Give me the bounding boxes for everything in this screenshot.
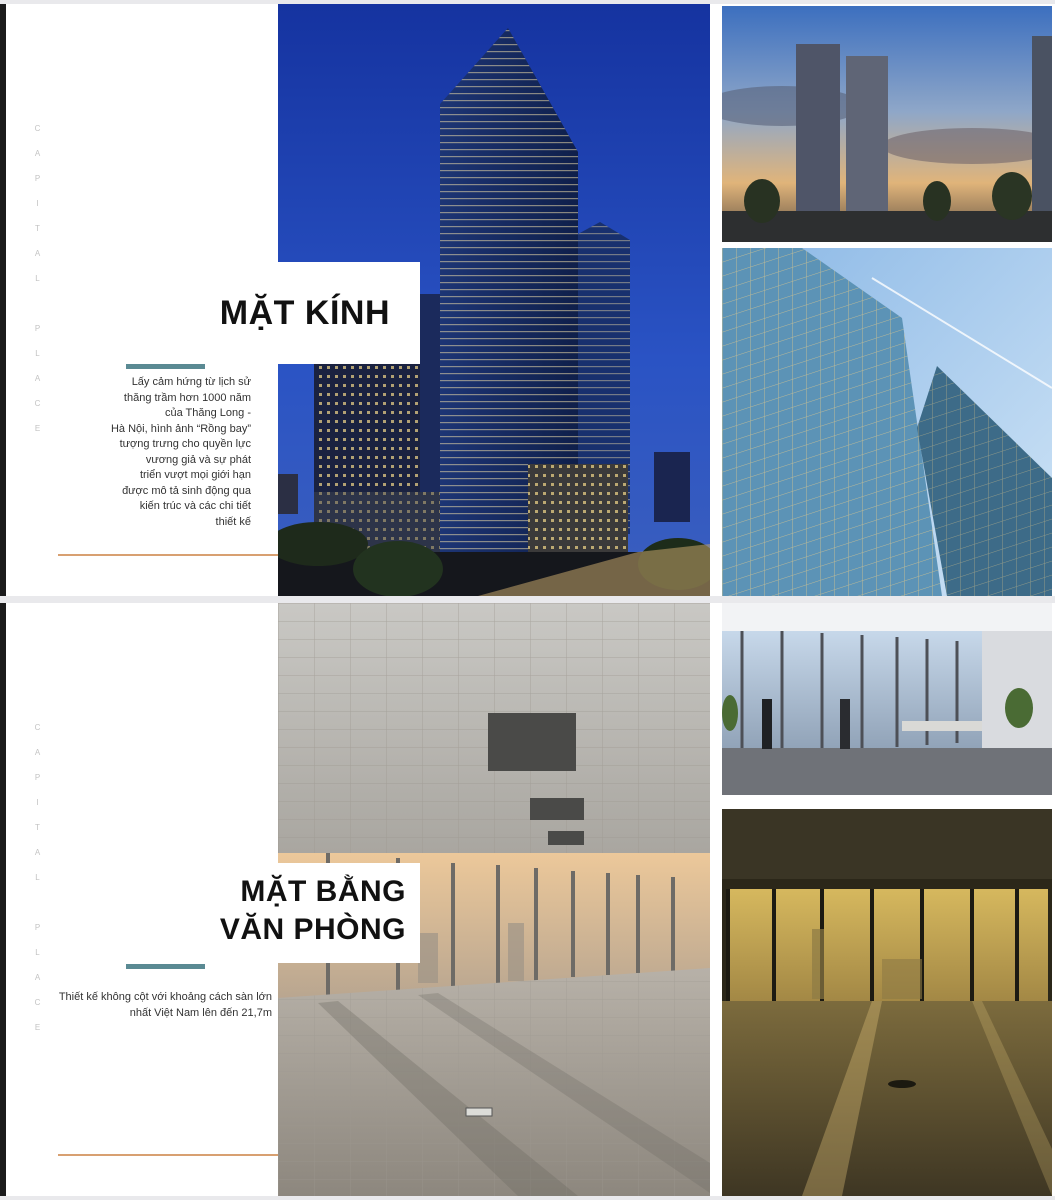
description-line: kiến trúc và các chi tiết bbox=[139, 500, 251, 512]
brand-letter: C bbox=[34, 723, 42, 732]
brand-letter: A bbox=[34, 973, 42, 982]
description-line: thiết kế bbox=[215, 515, 251, 528]
brand-letter: E bbox=[34, 1023, 42, 1032]
twin-towers-sunset-photo bbox=[722, 6, 1052, 242]
description-line: triển vượt mọi giới hạn bbox=[139, 469, 251, 481]
brand-letter: C bbox=[34, 124, 42, 133]
brand-letter: L bbox=[35, 873, 41, 882]
brand-letter: L bbox=[35, 349, 41, 358]
brand-letter: A bbox=[34, 848, 42, 857]
brochure-page-office-floor bbox=[0, 603, 1055, 1196]
brand-vertical-text bbox=[30, 723, 46, 1033]
brand-letter: T bbox=[35, 224, 41, 233]
accent-bar bbox=[126, 364, 205, 369]
brand-letter: P bbox=[34, 324, 42, 333]
description-line: được mô tả sinh động qua bbox=[122, 484, 251, 497]
section-description bbox=[60, 375, 251, 530]
description-line: vương giả và sự phát bbox=[145, 453, 251, 466]
brand-letter: E bbox=[34, 424, 42, 433]
brand-letter: I bbox=[36, 199, 40, 208]
brand-letter: A bbox=[34, 149, 42, 158]
page-edge-bar bbox=[0, 4, 6, 596]
section-title-box bbox=[190, 863, 420, 963]
brand-letter: P bbox=[34, 923, 42, 932]
section-title-box bbox=[196, 262, 420, 364]
brand-letter: C bbox=[34, 998, 42, 1007]
section-title-line: VĂN PHÒNG bbox=[219, 913, 406, 946]
brochure-page-glass-facade bbox=[0, 4, 1055, 596]
meeting-room-photo bbox=[722, 603, 1052, 795]
description-line: tượng trưng cho quyền lực bbox=[119, 438, 251, 450]
accent-underline bbox=[58, 1154, 278, 1156]
brand-vertical-text bbox=[30, 124, 46, 434]
description-line: Hà Nội, hình ảnh “Rồng bay” bbox=[110, 422, 251, 435]
brand-letter: P bbox=[34, 773, 42, 782]
brand-letter: I bbox=[36, 798, 40, 807]
section-title-line: MẶT BẰNG bbox=[240, 875, 406, 908]
brand-letter: A bbox=[34, 748, 42, 757]
photo-gutter bbox=[710, 603, 722, 1196]
brand-letter: A bbox=[34, 374, 42, 383]
glass-facade-upward-photo bbox=[722, 248, 1052, 596]
brand-letter: L bbox=[35, 948, 41, 957]
section-title: MẶT KÍNH bbox=[219, 294, 390, 332]
accent-underline bbox=[58, 554, 278, 556]
description-line: Thiết kế không cột với khoảng cách sàn lớn bbox=[58, 991, 272, 1003]
brand-letter: P bbox=[34, 174, 42, 183]
brand-letter: C bbox=[34, 399, 42, 408]
description-line: nhất Việt Nam lên đến 21,7m bbox=[129, 1006, 272, 1019]
section-description bbox=[20, 990, 272, 1021]
page-edge-bar bbox=[0, 603, 6, 1196]
description-line: Lấy cảm hứng từ lịch sử bbox=[131, 376, 251, 388]
brand-letter: T bbox=[35, 823, 41, 832]
accent-bar bbox=[126, 964, 205, 969]
photo-gutter bbox=[710, 4, 722, 596]
section-title bbox=[190, 863, 420, 949]
description-line: thăng trầm hơn 1000 năm bbox=[123, 391, 251, 404]
sunset-office-photo bbox=[722, 809, 1052, 1196]
description-line: của Thăng Long - bbox=[164, 407, 251, 419]
brand-letter: A bbox=[34, 249, 42, 258]
brand-letter: L bbox=[35, 274, 41, 283]
